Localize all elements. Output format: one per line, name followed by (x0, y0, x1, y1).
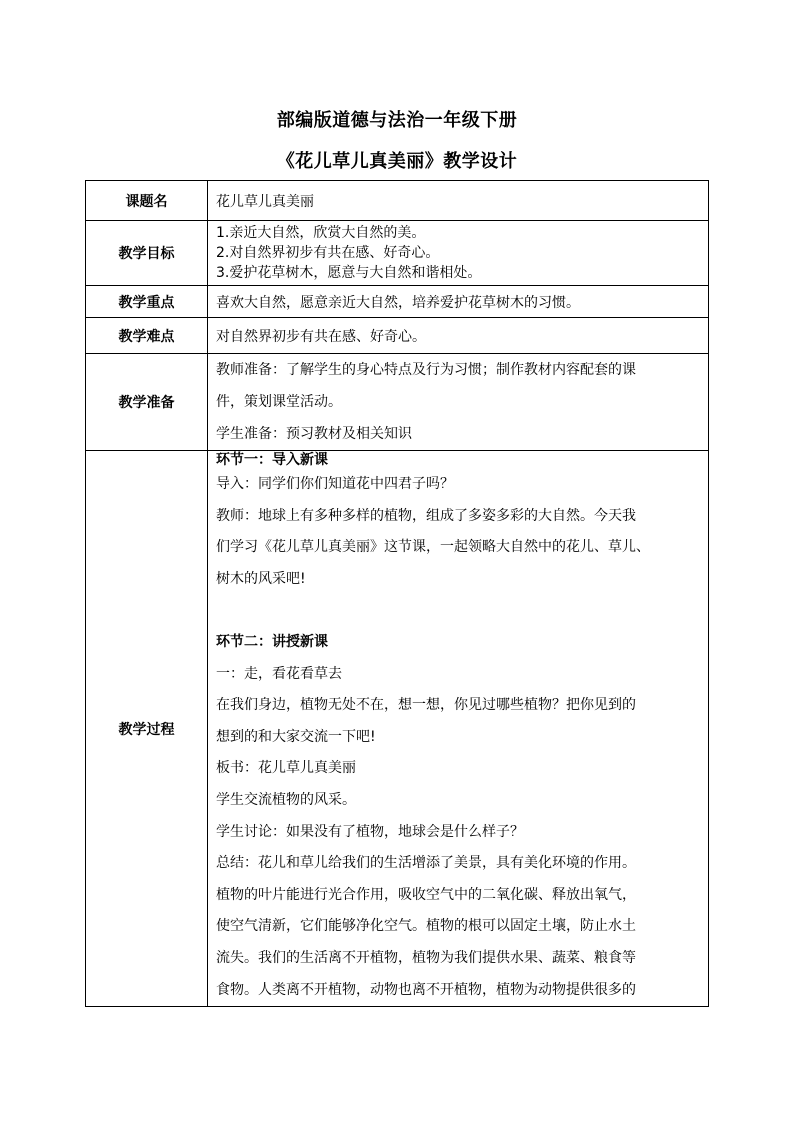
preparation-line: 件，策划课堂活动。 (216, 394, 342, 410)
table-row-difficulties (86, 318, 709, 354)
process-line: 学生交流植物的风采。 (216, 791, 356, 808)
process-line: 学生讨论：如果没有了植物，地球会是什么样子？ (216, 823, 524, 840)
topic-label: 课题名 (86, 181, 208, 221)
topic-value (208, 181, 709, 221)
process-line: 板书：花儿草儿真美丽 (216, 760, 356, 777)
difficulties-value (208, 318, 709, 354)
table-row-preparation (86, 354, 709, 451)
preparation-line: 学生准备：预习教材及相关知识 (216, 426, 412, 442)
process-value (208, 451, 709, 1007)
process-line: 流失。我们的生活离不开植物，植物为我们提供水果、蔬菜、粮食等 (216, 949, 636, 966)
key-points-value (208, 286, 709, 318)
objectives-value (208, 221, 709, 286)
process-line: 教师：地球上有多种多样的植物，组成了多姿多彩的大自然。今天我 (216, 507, 636, 524)
process-label: 教学过程 (86, 451, 208, 1007)
difficulties-label: 教学难点 (86, 318, 208, 354)
lesson-plan-table (85, 180, 709, 1007)
difficulties-text: 对自然界初步有共在感、好奇心。 (216, 328, 426, 345)
process-line: 在我们身边，植物无处不在，想一想，你见过哪些植物？把你见到的 (216, 697, 636, 714)
objective-item: 2.对自然界初步有共在感、好奇心。 (216, 245, 440, 261)
process-line: 植物的叶片能进行光合作用，吸收空气中的二氧化碳、释放出氧气， (216, 886, 636, 903)
process-line: 们学习《花儿草儿真美丽》这节课，一起领略大自然中的花儿、草儿、 (216, 539, 650, 556)
table-row-key-points (86, 286, 709, 318)
objectives-label: 教学目标 (86, 221, 208, 286)
section-heading: 环节二：讲授新课 (216, 633, 328, 650)
process-line: 导入：同学们你们知道花中四君子吗？ (216, 476, 454, 492)
key-points-text: 喜欢大自然，愿意亲近大自然，培养爱护花草树木的习惯。 (216, 294, 580, 311)
process-line: 一：走，看花看草去 (216, 665, 342, 682)
document-subtitle: 《花儿草儿真美丽》教学设计 (276, 151, 518, 172)
process-line: 想到的和大家交流一下吧! (216, 728, 376, 745)
preparation-line: 教师准备：了解学生的身心特点及行为习惯；制作教材内容配套的课 (216, 362, 636, 378)
objective-item: 1.亲近大自然，欣赏大自然的美。 (216, 225, 426, 241)
process-line: 食物。人类离不开植物，动物也离不开植物，植物为动物提供很多的 (216, 981, 636, 998)
objective-item: 3.爱护花草树木，愿意与大自然和谐相处。 (216, 265, 482, 281)
preparation-value (208, 354, 709, 451)
key-points-label: 教学重点 (86, 286, 208, 318)
table-row-objectives (86, 221, 709, 286)
process-line: 使空气清新，它们能够净化空气。植物的根可以固定土壤，防止水土 (216, 918, 636, 935)
process-line: 总结：花儿和草儿给我们的生活增添了美景，具有美化环境的作用。 (216, 855, 636, 872)
table-row-process (86, 451, 709, 1007)
blank-line (216, 595, 704, 627)
preparation-label: 教学准备 (86, 354, 208, 451)
document-title: 部编版道德与法治一年级下册 (276, 110, 518, 131)
topic-text: 花儿草儿真美丽 (216, 193, 314, 210)
table-row-topic (86, 181, 709, 221)
section-heading: 环节一：导入新课 (216, 452, 328, 468)
process-line: 树木的风采吧! (216, 570, 306, 587)
